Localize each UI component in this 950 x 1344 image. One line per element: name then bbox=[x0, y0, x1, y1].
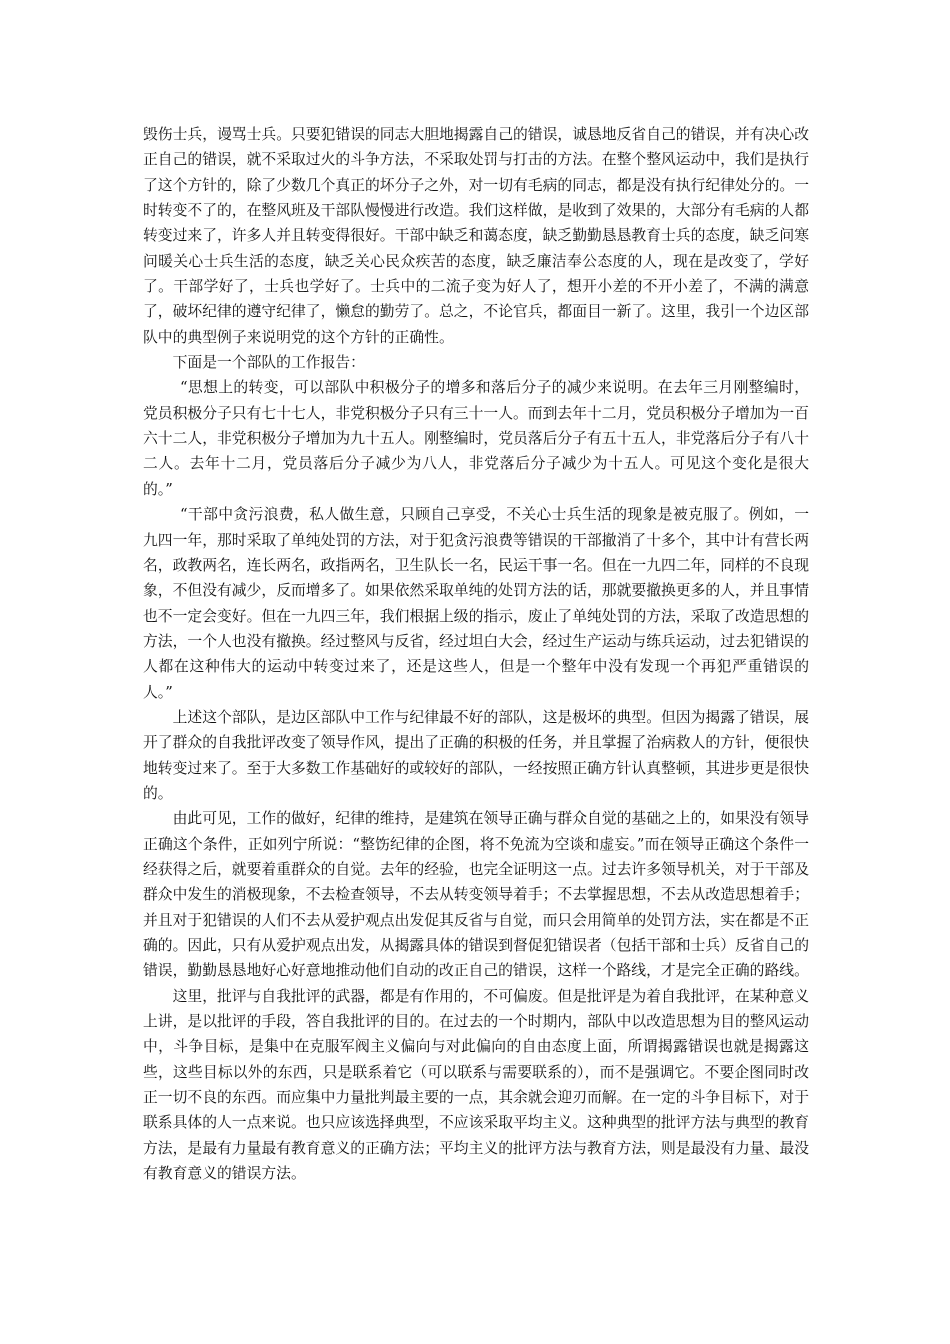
paragraph-quote-activists: “思想上的转变，可以部队中积极分子的增多和落后分子的减少来说明。在去年三月刚整编时，党员积极分子只有七十七人，非党积极分子只有三十一人。而到去年十二月，党员积极分子增加为一百六十二人，非党积极分子增加为九十五人。刚整编时，党员落后分子有五十五人，非党落后分子有八十二人。去年十二月，党员落后分子减少为八人，非党落后分子减少为十五人。可见这个变化是很大的。” bbox=[143, 379, 809, 498]
paragraph-unit-summary: 上述这个部队，是边区部队中工作与纪律最不好的部队，这是极坏的典型。但因为揭露了错误，展开了群众的自我批评改变了领导作风，提出了正确的积极的任务，并且掌握了治病救人的方针，便很快地转变过来了。至于大多数工作基础好的或较好的部队，一经按照正确方针认真整顿，其进步更是很快的。 bbox=[143, 708, 809, 802]
paragraph-quote-cadres: “干部中贪污浪费，私人做生意，只顾自己享受，不关心士兵生活的现象是被克服了。例如，一九四一年，那时采取了单纯处罚的方法，对于犯贪污浪费等错误的干部撤消了十多个，其中计有营长两名，政教两名，连长两名，政指两名，卫生队长一名，民运干事一名。但在一九四二年，同样的不良现象，不但没有减少，反而增多了。如果依然采取单纯的处罚方法的话，那就要撤换更多的人，并且事情也不一定会变好。但在一九四三年，我们根据上级的指示，废止了单纯处罚的方法，采取了改造思想的方法，一个人也没有撤换。经过整风与反省，经过坦白大会，经过生产运动与练兵运动，过去犯错误的人都在这种伟大的运动中转变过来了，还是这些人，但是一个整年中没有发现一个再犯严重错误的人。” bbox=[143, 506, 809, 701]
paragraph-continuation: 毁伤士兵，谩骂士兵。只要犯错误的同志大胆地揭露自己的错误，诚恳地反省自己的错误，并有决心改正自己的错误，就不采取过火的斗争方法，不采取处罚与打击的方法。在整个整风运动中，我们是执行了这个方针的，除了少数几个真正的坏分子之外，对一切有毛病的同志，都是没有执行纪律处分的。一时转变不了的，在整风班及干部队慢慢进行改造。我们这样做，是收到了效果的，大部分有毛病的人都转变过来了，许多人并且转变得很好。干部中缺乏和蔼态度，缺乏勤勤恳恳教育士兵的态度，缺乏问寒问暖关心士兵生活的态度，缺乏关心民众疾苦的态度，缺乏廉洁奉公态度的人，现在是改变了，学好了。干部学好了，士兵也学好了。士兵中的二流子变为好人了，想开小差的不开小差了，不满的满意了，破坏纪律的遵守纪律了，懒怠的勤劳了。总之，不论官兵，都面目一新了。这里，我引一个边区部队中的典型例子来说明党的这个方针的正确性。 bbox=[143, 126, 809, 346]
document-page bbox=[143, 122, 809, 1186]
paragraph-report-intro: 下面是一个部队的工作报告： bbox=[172, 354, 365, 372]
paragraph-leadership: 由此可见，工作的做好，纪律的维持，是建筑在领导正确与群众自觉的基础之上的，如果没有领导正确这个条件，正如列宁所说：“整饬纪律的企图，将不免流为空谈和虚妄。”而在领导正确这个条件一经获得之后，就要着重群众的自觉。去年的经验，也完全证明这一点。过去许多领导机关，对于干部及群众中发生的消极现象，不去检查领导，不去从转变领导着手；不去掌握思想，不去从改造思想着手；并且对于犯错误的人们不去从爱护观点出发促其反省与自觉，而只会用简单的处罚方法，实在都是不正确的。因此，只有从爱护观点出发，从揭露具体的错误到督促犯错误者（包括干部和士兵）反省自己的错误，勤勤恳恳地好心好意地推动他们自动的改正自己的错误，这样一个路线，才是完全正确的路线。 bbox=[143, 810, 809, 980]
paragraph-criticism: 这里，批评与自我批评的武器，都是有作用的，不可偏废。但是批评是为着自我批评，在某种意义上讲，是以批评的手段，答自我批评的目的。在过去的一个时期内，部队中以改造思想为目的整风运动中，斗争目标，是集中在克服军阀主义偏向与对此偏向的自由态度上面，所谓揭露错误也就是揭露这些，这些目标以外的东西，只是联系着它（可以联系与需要联系的），而不是强调它。不要企图同时改正一切不良的东西。而应集中力量批判最主要的一点，其余就会迎刃而解。在一定的斗争目标下，对于联系具体的人一点来说。也只应该选择典型，不应该采取平均主义。这种典型的批评方法与典型的教育方法，是最有力量最有教育意义的正确方法；平均主义的批评方法与教育方法，则是最没有力量、最没有教育意义的错误方法。 bbox=[143, 987, 809, 1183]
